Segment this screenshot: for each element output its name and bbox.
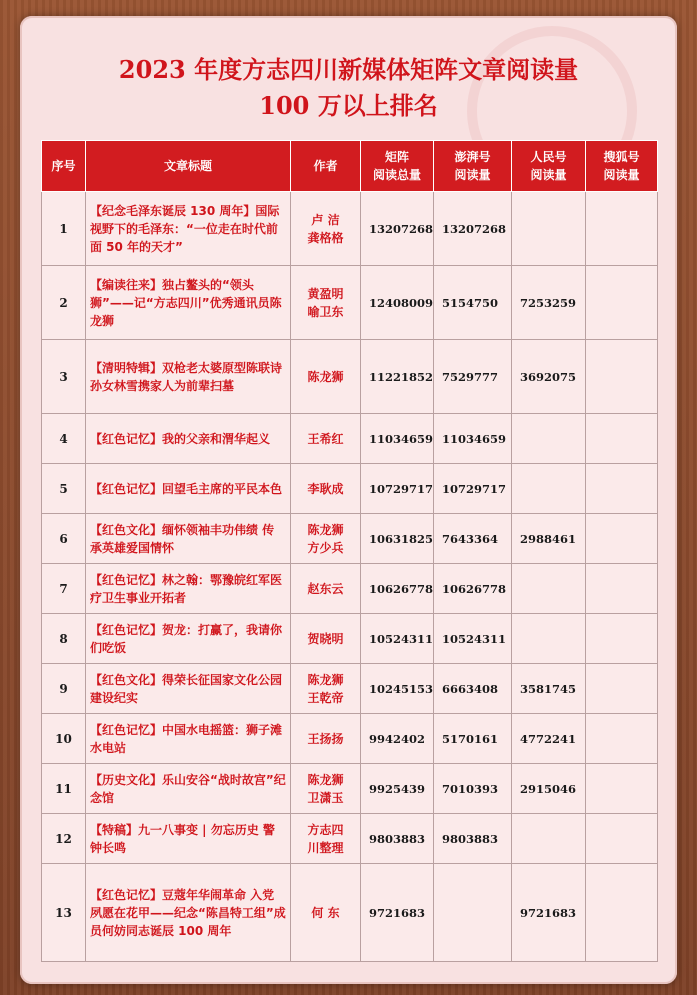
cell-matrix: 10631825 xyxy=(361,514,434,564)
cell-author: 卢 洁 龚格格 xyxy=(291,192,361,266)
cell-matrix: 10245153 xyxy=(361,664,434,714)
cell-no: 10 xyxy=(42,714,86,764)
cell-renmin xyxy=(512,564,586,614)
cell-title: 【红色记忆】回望毛主席的平民本色 xyxy=(86,464,291,514)
cell-title: 【红色记忆】我的父亲和渭华起义 xyxy=(86,414,291,464)
cell-author: 王希红 xyxy=(291,414,361,464)
cell-no: 2 xyxy=(42,266,86,340)
table-row xyxy=(42,864,658,962)
table-row xyxy=(42,564,658,614)
cell-matrix: 10524311 xyxy=(361,614,434,664)
cell-pengpai: 9803883 xyxy=(434,814,512,864)
cell-author: 陈龙狮 方少兵 xyxy=(291,514,361,564)
table-header-row xyxy=(42,141,658,192)
cell-sohu xyxy=(586,266,658,340)
cell-pengpai: 11034659 xyxy=(434,414,512,464)
cell-sohu xyxy=(586,714,658,764)
cell-matrix: 10729717 xyxy=(361,464,434,514)
header-sohu: 搜狐号 阅读量 xyxy=(586,141,658,192)
cell-no: 8 xyxy=(42,614,86,664)
cell-sohu xyxy=(586,192,658,266)
header-renmin: 人民号 阅读量 xyxy=(512,141,586,192)
header-matrix: 矩阵 阅读总量 xyxy=(361,141,434,192)
cell-author: 贺晓明 xyxy=(291,614,361,664)
page-title xyxy=(20,52,677,124)
cell-title: 【编读往来】独占鳌头的“领头狮”——记“方志四川”优秀通讯员陈龙狮 xyxy=(86,266,291,340)
cell-sohu xyxy=(586,614,658,664)
cell-sohu xyxy=(586,864,658,962)
cell-author: 陈龙狮 王乾帝 xyxy=(291,664,361,714)
cell-renmin xyxy=(512,192,586,266)
cell-sohu xyxy=(586,514,658,564)
cell-sohu xyxy=(586,764,658,814)
cell-sohu xyxy=(586,814,658,864)
cell-author: 方志四 川整理 xyxy=(291,814,361,864)
cell-no: 9 xyxy=(42,664,86,714)
cell-matrix: 12408009 xyxy=(361,266,434,340)
cell-author: 陈龙狮 xyxy=(291,340,361,414)
cell-matrix: 9803883 xyxy=(361,814,434,864)
cell-matrix: 11221852 xyxy=(361,340,434,414)
cell-matrix: 9925439 xyxy=(361,764,434,814)
table-row xyxy=(42,192,658,266)
cell-renmin: 4772241 xyxy=(512,714,586,764)
cell-title: 【红色文化】缅怀领袖丰功伟绩 传承英雄爱国情怀 xyxy=(86,514,291,564)
title-line-1: 2023 年度方志四川新媒体矩阵文章阅读量 xyxy=(118,55,579,84)
cell-pengpai: 7643364 xyxy=(434,514,512,564)
cell-title: 【清明特辑】双枪老太婆原型陈联诗孙女林雪携家人为前辈扫墓 xyxy=(86,340,291,414)
cell-renmin: 7253259 xyxy=(512,266,586,340)
cell-pengpai: 5154750 xyxy=(434,266,512,340)
table-row xyxy=(42,714,658,764)
cell-pengpai: 10524311 xyxy=(434,614,512,664)
cell-no: 13 xyxy=(42,864,86,962)
cell-pengpai: 10626778 xyxy=(434,564,512,614)
cell-title: 【纪念毛泽东诞辰 130 周年】国际视野下的毛泽东：“一位走在时代前面 50 年的天才” xyxy=(86,192,291,266)
cell-sohu xyxy=(586,414,658,464)
table-row xyxy=(42,664,658,714)
cell-matrix: 10626778 xyxy=(361,564,434,614)
table-row xyxy=(42,614,658,664)
cell-no: 1 xyxy=(42,192,86,266)
table-row xyxy=(42,414,658,464)
cell-no: 4 xyxy=(42,414,86,464)
ranking-table xyxy=(41,140,658,962)
cell-sohu xyxy=(586,564,658,614)
cell-author: 黄盈明 喻卫东 xyxy=(291,266,361,340)
table-row xyxy=(42,266,658,340)
cell-matrix: 9942402 xyxy=(361,714,434,764)
cell-renmin xyxy=(512,614,586,664)
table-row xyxy=(42,340,658,414)
cell-no: 11 xyxy=(42,764,86,814)
cell-no: 5 xyxy=(42,464,86,514)
cell-title: 【红色记忆】中国水电摇篮：狮子滩水电站 xyxy=(86,714,291,764)
cell-renmin: 3692075 xyxy=(512,340,586,414)
cell-pengpai: 13207268 xyxy=(434,192,512,266)
header-author: 作者 xyxy=(291,141,361,192)
cell-pengpai: 6663408 xyxy=(434,664,512,714)
cell-matrix: 13207268 xyxy=(361,192,434,266)
table-row xyxy=(42,814,658,864)
cell-author: 王扬扬 xyxy=(291,714,361,764)
cell-pengpai: 10729717 xyxy=(434,464,512,514)
cell-renmin: 9721683 xyxy=(512,864,586,962)
cell-matrix: 9721683 xyxy=(361,864,434,962)
cell-no: 3 xyxy=(42,340,86,414)
cell-no: 6 xyxy=(42,514,86,564)
cell-author: 李耿成 xyxy=(291,464,361,514)
cell-sohu xyxy=(586,340,658,414)
cell-pengpai: 7010393 xyxy=(434,764,512,814)
cell-author: 何 东 xyxy=(291,864,361,962)
cell-title: 【红色记忆】豆蔻年华闹革命 入党夙愿在花甲——纪念“陈昌特工组”成员何妨同志诞辰 100 周年 xyxy=(86,864,291,962)
cell-sohu xyxy=(586,464,658,514)
cell-renmin xyxy=(512,414,586,464)
cell-no: 12 xyxy=(42,814,86,864)
cell-renmin: 2915046 xyxy=(512,764,586,814)
cell-title: 【历史文化】乐山安谷“战时故宫”纪念馆 xyxy=(86,764,291,814)
cell-renmin: 2988461 xyxy=(512,514,586,564)
header-pengpai: 澎湃号 阅读量 xyxy=(434,141,512,192)
header-no: 序号 xyxy=(42,141,86,192)
cell-author: 陈龙狮 卫潇玉 xyxy=(291,764,361,814)
cell-pengpai: 7529777 xyxy=(434,340,512,414)
cell-title: 【红色记忆】林之翰：鄂豫皖红军医疗卫生事业开拓者 xyxy=(86,564,291,614)
table-row xyxy=(42,464,658,514)
cell-title: 【特稿】九一八事变 | 勿忘历史 警钟长鸣 xyxy=(86,814,291,864)
table-row xyxy=(42,514,658,564)
poster-board xyxy=(20,16,677,984)
title-line-2: 100 万以上排名 xyxy=(259,91,438,120)
cell-sohu xyxy=(586,664,658,714)
cell-title: 【红色记忆】贺龙：打赢了，我请你们吃饭 xyxy=(86,614,291,664)
cell-renmin: 3581745 xyxy=(512,664,586,714)
cell-pengpai: 5170161 xyxy=(434,714,512,764)
table-body xyxy=(42,192,658,962)
header-title: 文章标题 xyxy=(86,141,291,192)
cell-author: 赵东云 xyxy=(291,564,361,614)
cell-matrix: 11034659 xyxy=(361,414,434,464)
table-row xyxy=(42,764,658,814)
cell-pengpai xyxy=(434,864,512,962)
cell-renmin xyxy=(512,464,586,514)
cell-no: 7 xyxy=(42,564,86,614)
cell-renmin xyxy=(512,814,586,864)
cell-title: 【红色文化】得荣长征国家文化公园建设纪实 xyxy=(86,664,291,714)
